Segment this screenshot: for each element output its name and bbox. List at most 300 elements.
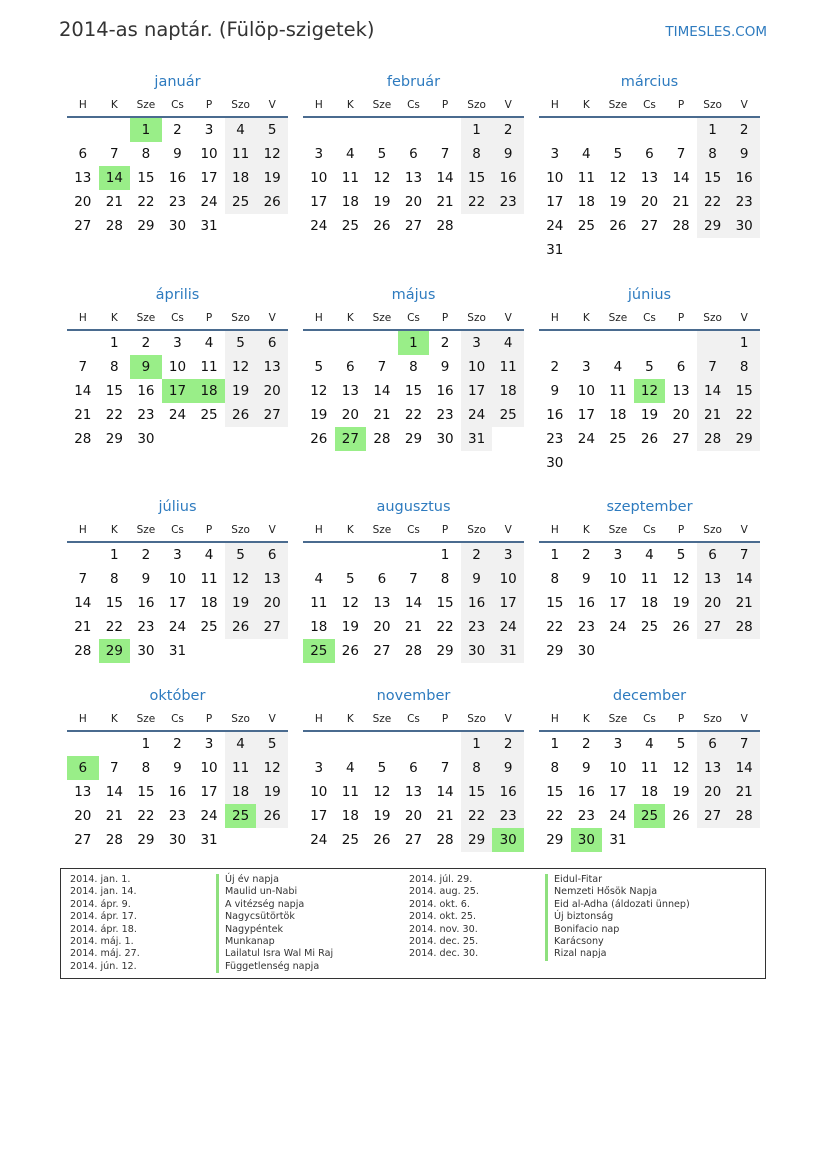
day-cell: 8 xyxy=(409,359,418,375)
day-cell: 11 xyxy=(341,784,359,800)
weekday-label: P xyxy=(205,524,213,536)
day-cell: 13 xyxy=(74,784,92,800)
day-cell: 7 xyxy=(409,571,418,587)
month-name: november xyxy=(376,688,451,704)
day-cell: 30 xyxy=(461,639,493,663)
day-cell: 17 xyxy=(492,591,524,615)
empty-day-cell xyxy=(665,238,697,262)
day-cell: 6 xyxy=(645,146,654,162)
day-cell: 9 xyxy=(492,756,524,780)
month-12 xyxy=(539,684,760,852)
empty-day-cell xyxy=(571,331,603,355)
day-cell: 27 xyxy=(404,218,423,234)
day-cell: 13 xyxy=(256,355,288,379)
month-name: január xyxy=(154,74,201,90)
day-cell: 31 xyxy=(200,832,218,848)
day-cell: 25 xyxy=(200,407,218,423)
empty-day-cell xyxy=(366,732,398,756)
day-cell: 6 xyxy=(676,359,686,375)
day-cell: 26 xyxy=(341,643,359,659)
day-cell: 31 xyxy=(168,643,187,659)
day-cell: 16 xyxy=(728,166,760,190)
month-8 xyxy=(303,495,524,663)
day-cell: 9 xyxy=(582,571,591,587)
month-name: december xyxy=(612,688,687,704)
empty-day-cell xyxy=(492,427,524,451)
day-cell: 21 xyxy=(105,194,123,210)
weekday-label: V xyxy=(504,312,512,324)
day-cell: 13 xyxy=(697,756,729,780)
weekday-label: Cs xyxy=(407,312,420,324)
day-cell: 12 xyxy=(225,567,257,591)
holiday-name: Bonifacio nap xyxy=(545,924,619,936)
day-cell: 27 xyxy=(256,615,288,639)
day-cell: 20 xyxy=(341,407,359,423)
day-cell: 14 xyxy=(728,567,760,591)
day-cell: 26 xyxy=(373,832,391,848)
month-1 xyxy=(67,70,288,238)
day-cell: 17 xyxy=(168,595,187,611)
day-cell: 28 xyxy=(728,615,760,639)
holiday-entry xyxy=(70,924,333,936)
empty-day-cell xyxy=(225,214,257,238)
day-cell: 15 xyxy=(137,784,155,800)
day-cell: 19 xyxy=(256,780,288,804)
holiday-name: Nagycsütörtök xyxy=(216,911,295,923)
day-cell: 18 xyxy=(341,194,359,210)
weekday-label: H xyxy=(314,99,323,111)
empty-day-cell xyxy=(665,451,697,475)
day-cell: 23 xyxy=(137,619,155,635)
day-cell: 15 xyxy=(105,383,123,399)
empty-day-cell xyxy=(602,118,634,142)
day-cell: 7 xyxy=(676,146,686,162)
month-7 xyxy=(67,495,288,663)
day-cell: 4 xyxy=(204,547,214,563)
day-cell: 18 xyxy=(640,784,659,800)
day-cell: 2 xyxy=(141,335,151,351)
day-cell: 22 xyxy=(105,407,123,423)
empty-day-cell xyxy=(728,828,760,852)
day-cell: 23 xyxy=(168,194,187,210)
empty-day-cell xyxy=(634,828,666,852)
empty-day-cell xyxy=(697,639,729,663)
day-cell: 8 xyxy=(697,142,729,166)
empty-day-cell xyxy=(728,639,760,663)
weekday-label: K xyxy=(346,99,354,111)
holiday-name: Rizal napja xyxy=(545,948,607,960)
weekday-label: H xyxy=(78,713,87,725)
empty-day-cell xyxy=(67,543,99,567)
month-2 xyxy=(303,70,524,238)
holiday-legend xyxy=(60,868,766,979)
empty-day-cell xyxy=(303,331,335,355)
day-cell: 24 xyxy=(492,615,524,639)
day-cell: 9 xyxy=(173,146,182,162)
day-cell: 16 xyxy=(168,170,187,186)
day-cell: 25 xyxy=(200,619,218,635)
day-cell: 27 xyxy=(373,643,391,659)
month-3 xyxy=(539,70,760,262)
empty-day-cell xyxy=(256,639,288,663)
day-cell: 4 xyxy=(204,335,214,351)
day-cell: 5 xyxy=(314,359,324,375)
day-cell: 24 xyxy=(200,808,218,824)
month-name: február xyxy=(386,74,441,90)
day-cell: 2 xyxy=(582,736,591,752)
day-cell: 31 xyxy=(492,639,524,663)
weekday-label: Cs xyxy=(407,99,420,111)
day-cell: 15 xyxy=(461,166,493,190)
holiday-date: 2014. jan. 14. xyxy=(70,886,137,898)
day-cell: 20 xyxy=(404,194,423,210)
day-cell: 24 xyxy=(577,431,595,447)
day-cell: 26 xyxy=(373,218,391,234)
weekday-label: Cs xyxy=(171,713,184,725)
day-cell: 8 xyxy=(110,571,119,587)
day-cell: 21 xyxy=(728,591,760,615)
day-cell: 14 xyxy=(728,756,760,780)
day-cell: 13 xyxy=(256,567,288,591)
day-cell: 3 xyxy=(492,543,524,567)
weekday-label: P xyxy=(677,524,685,536)
empty-day-cell xyxy=(193,639,225,663)
day-cell: 21 xyxy=(373,407,391,423)
day-cell: 11 xyxy=(640,760,659,776)
day-cell: 22 xyxy=(404,407,423,423)
day-cell: 29 xyxy=(137,218,155,234)
day-cell: 19 xyxy=(373,808,391,824)
holiday-date: 2014. jan. 1. xyxy=(70,874,131,885)
weekday-label: Szo xyxy=(703,713,722,725)
day-cell: 4 xyxy=(314,571,324,587)
day-cell: 19 xyxy=(225,591,257,615)
holiday-day-cell: 9 xyxy=(130,355,162,379)
empty-day-cell xyxy=(303,732,335,756)
day-cell: 21 xyxy=(728,780,760,804)
weekday-label: V xyxy=(740,99,748,111)
day-cell: 2 xyxy=(492,732,524,756)
holiday-date: 2014. ápr. 17. xyxy=(70,911,137,923)
day-cell: 21 xyxy=(105,808,123,824)
empty-day-cell xyxy=(99,732,131,756)
holiday-legend-column-left xyxy=(70,874,333,973)
empty-day-cell xyxy=(162,427,194,451)
day-cell: 6 xyxy=(377,571,387,587)
day-grid xyxy=(67,331,288,451)
holiday-entry xyxy=(70,961,333,973)
day-cell: 2 xyxy=(550,359,560,375)
day-cell: 6 xyxy=(697,543,729,567)
empty-day-cell xyxy=(99,118,131,142)
empty-day-cell xyxy=(398,543,430,567)
day-cell: 26 xyxy=(256,190,288,214)
holiday-entry xyxy=(409,924,690,936)
day-cell: 18 xyxy=(609,407,627,423)
day-cell: 20 xyxy=(256,379,288,403)
day-cell: 16 xyxy=(492,166,524,190)
weekday-label: Sze xyxy=(372,99,392,111)
weekday-label: Szo xyxy=(703,312,722,324)
day-cell: 16 xyxy=(461,591,493,615)
day-cell: 3 xyxy=(550,146,560,162)
day-cell: 7 xyxy=(78,359,88,375)
day-cell: 25 xyxy=(640,619,659,635)
day-cell: 8 xyxy=(440,571,450,587)
weekday-label: P xyxy=(677,99,685,111)
weekday-label: P xyxy=(677,312,685,324)
day-cell: 6 xyxy=(409,146,418,162)
empty-day-cell xyxy=(225,639,257,663)
weekday-label: P xyxy=(441,713,449,725)
day-cell: 23 xyxy=(577,808,595,824)
empty-day-cell xyxy=(634,118,666,142)
day-cell: 18 xyxy=(640,595,659,611)
weekday-label: P xyxy=(441,524,449,536)
weekday-label: Szo xyxy=(231,99,250,111)
day-cell: 20 xyxy=(74,194,92,210)
holiday-name: Eidul-Fitar xyxy=(545,874,602,886)
day-cell: 21 xyxy=(404,619,423,635)
day-cell: 3 xyxy=(582,359,591,375)
month-name: május xyxy=(391,287,436,303)
weekday-label: P xyxy=(441,312,449,324)
day-cell: 27 xyxy=(256,403,288,427)
day-cell: 16 xyxy=(577,784,595,800)
weekday-label: Szo xyxy=(231,312,250,324)
day-cell: 11 xyxy=(200,359,218,375)
day-cell: 8 xyxy=(141,760,151,776)
day-cell: 3 xyxy=(173,547,182,563)
empty-day-cell xyxy=(461,214,493,238)
day-cell: 9 xyxy=(141,571,151,587)
day-cell: 21 xyxy=(74,407,92,423)
holiday-name: Munkanap xyxy=(216,936,275,948)
day-cell: 23 xyxy=(168,808,187,824)
day-cell: 24 xyxy=(168,407,187,423)
day-cell: 26 xyxy=(225,403,257,427)
holiday-entry xyxy=(409,874,690,886)
day-cell: 6 xyxy=(256,331,288,355)
holiday-name: Függetlenség napja xyxy=(216,961,319,973)
month-name: április xyxy=(155,287,200,303)
holiday-name: Nagypéntek xyxy=(216,924,283,936)
weekday-label: Sze xyxy=(372,713,392,725)
day-cell: 20 xyxy=(256,591,288,615)
day-cell: 19 xyxy=(609,194,627,210)
day-cell: 7 xyxy=(377,359,387,375)
weekday-label: Sze xyxy=(608,99,628,111)
day-cell: 26 xyxy=(256,804,288,828)
day-cell: 23 xyxy=(577,619,595,635)
empty-day-cell xyxy=(665,639,697,663)
day-cell: 21 xyxy=(697,403,729,427)
day-cell: 13 xyxy=(640,170,659,186)
weekday-label: Szo xyxy=(231,524,250,536)
holiday-day-cell: 14 xyxy=(99,166,131,190)
empty-day-cell xyxy=(225,427,257,451)
empty-day-cell xyxy=(539,331,571,355)
empty-day-cell xyxy=(665,118,697,142)
holiday-name: Új év napja xyxy=(216,874,279,886)
holiday-entry xyxy=(409,948,690,960)
month-10 xyxy=(67,684,288,852)
day-cell: 24 xyxy=(609,808,627,824)
day-cell: 13 xyxy=(404,784,423,800)
day-cell: 12 xyxy=(609,170,627,186)
empty-day-cell xyxy=(429,118,461,142)
holiday-day-cell: 27 xyxy=(335,427,367,451)
day-cell: 5 xyxy=(346,571,355,587)
weekday-label: K xyxy=(346,312,354,324)
day-cell: 22 xyxy=(728,403,760,427)
day-cell: 12 xyxy=(341,595,359,611)
holiday-day-cell: 17 xyxy=(162,379,194,403)
day-cell: 2 xyxy=(141,547,151,563)
day-cell: 27 xyxy=(640,218,659,234)
day-cell: 10 xyxy=(168,359,187,375)
empty-day-cell xyxy=(571,451,603,475)
weekday-label: Cs xyxy=(171,524,184,536)
day-grid xyxy=(303,543,524,663)
day-cell: 13 xyxy=(373,595,391,611)
month-name: augusztus xyxy=(376,499,451,515)
day-cell: 1 xyxy=(728,331,760,355)
day-cell: 10 xyxy=(546,170,564,186)
holiday-date: 2014. ápr. 18. xyxy=(70,923,137,935)
day-cell: 28 xyxy=(404,643,423,659)
day-cell: 14 xyxy=(74,383,92,399)
day-cell: 5 xyxy=(377,146,387,162)
day-cell: 5 xyxy=(645,359,654,375)
day-cell: 3 xyxy=(204,122,214,138)
empty-day-cell xyxy=(602,451,634,475)
day-grid xyxy=(539,543,760,663)
day-cell: 28 xyxy=(105,832,123,848)
day-cell: 31 xyxy=(609,832,627,848)
day-cell: 10 xyxy=(310,784,328,800)
weekday-label: P xyxy=(441,99,449,111)
day-cell: 12 xyxy=(373,784,391,800)
weekday-header xyxy=(303,519,524,543)
empty-day-cell xyxy=(634,639,666,663)
day-grid xyxy=(539,331,760,475)
day-cell: 25 xyxy=(609,431,627,447)
holiday-day-cell: 18 xyxy=(193,379,225,403)
day-cell: 29 xyxy=(461,828,493,852)
day-cell: 10 xyxy=(609,760,627,776)
month-5 xyxy=(303,283,524,451)
day-cell: 17 xyxy=(200,784,218,800)
day-cell: 12 xyxy=(672,760,690,776)
day-cell: 18 xyxy=(225,166,257,190)
day-cell: 18 xyxy=(310,619,328,635)
weekday-label: V xyxy=(268,524,276,536)
day-cell: 30 xyxy=(168,218,187,234)
day-cell: 29 xyxy=(546,643,564,659)
day-cell: 3 xyxy=(613,547,623,563)
day-cell: 26 xyxy=(225,615,257,639)
day-cell: 27 xyxy=(74,218,92,234)
empty-day-cell xyxy=(335,331,367,355)
day-cell: 8 xyxy=(141,146,151,162)
empty-day-cell xyxy=(335,732,367,756)
weekday-label: Cs xyxy=(407,524,420,536)
holiday-date: 2014. jún. 12. xyxy=(70,960,137,972)
day-cell: 28 xyxy=(105,218,123,234)
weekday-label: K xyxy=(582,312,590,324)
weekday-label: Sze xyxy=(136,312,156,324)
day-cell: 4 xyxy=(346,760,355,776)
day-cell: 22 xyxy=(461,190,493,214)
weekday-label: V xyxy=(268,312,276,324)
day-cell: 24 xyxy=(546,218,564,234)
month-name: október xyxy=(149,688,206,704)
weekday-label: K xyxy=(110,99,118,111)
empty-day-cell xyxy=(398,732,430,756)
holiday-name: Nemzeti Hősök Napja xyxy=(545,886,657,898)
weekday-label: Szo xyxy=(703,524,722,536)
empty-day-cell xyxy=(398,118,430,142)
weekday-label: Cs xyxy=(643,713,656,725)
day-grid xyxy=(539,118,760,262)
day-cell: 2 xyxy=(728,118,760,142)
weekday-header xyxy=(67,94,288,118)
month-name: június xyxy=(627,287,672,303)
empty-day-cell xyxy=(335,543,367,567)
day-cell: 29 xyxy=(546,832,564,848)
day-cell: 8 xyxy=(110,359,119,375)
day-cell: 22 xyxy=(546,808,564,824)
empty-day-cell xyxy=(225,828,257,852)
empty-day-cell xyxy=(728,238,760,262)
day-cell: 22 xyxy=(697,190,729,214)
day-cell: 26 xyxy=(640,431,659,447)
day-cell: 9 xyxy=(492,142,524,166)
day-cell: 10 xyxy=(577,383,595,399)
weekday-label: K xyxy=(110,312,118,324)
day-cell: 1 xyxy=(440,547,450,563)
holiday-date: 2014. aug. 25. xyxy=(409,886,479,898)
day-cell: 25 xyxy=(341,218,359,234)
holiday-date: 2014. júl. 29. xyxy=(409,874,473,885)
day-cell: 4 xyxy=(346,146,355,162)
day-cell: 1 xyxy=(110,547,119,563)
day-cell: 24 xyxy=(168,619,187,635)
weekday-label: P xyxy=(677,713,685,725)
holiday-date: 2014. okt. 6. xyxy=(409,898,470,910)
weekday-header xyxy=(303,307,524,331)
brand-link[interactable]: TIMESLES.COM xyxy=(665,24,767,40)
weekday-label: P xyxy=(205,99,213,111)
holiday-entry xyxy=(70,874,333,886)
weekday-label: K xyxy=(110,524,118,536)
day-cell: 10 xyxy=(200,146,218,162)
holiday-date: 2014. nov. 30. xyxy=(409,923,478,935)
day-cell: 10 xyxy=(609,571,627,587)
empty-day-cell xyxy=(634,238,666,262)
weekday-label: K xyxy=(110,713,118,725)
day-cell: 2 xyxy=(582,547,591,563)
weekday-header xyxy=(539,94,760,118)
holiday-day-cell: 1 xyxy=(398,331,430,355)
empty-day-cell xyxy=(539,118,571,142)
day-grid xyxy=(67,732,288,852)
weekday-label: Szo xyxy=(467,524,486,536)
holiday-entry xyxy=(70,911,333,923)
day-cell: 24 xyxy=(461,403,493,427)
day-grid xyxy=(539,732,760,852)
